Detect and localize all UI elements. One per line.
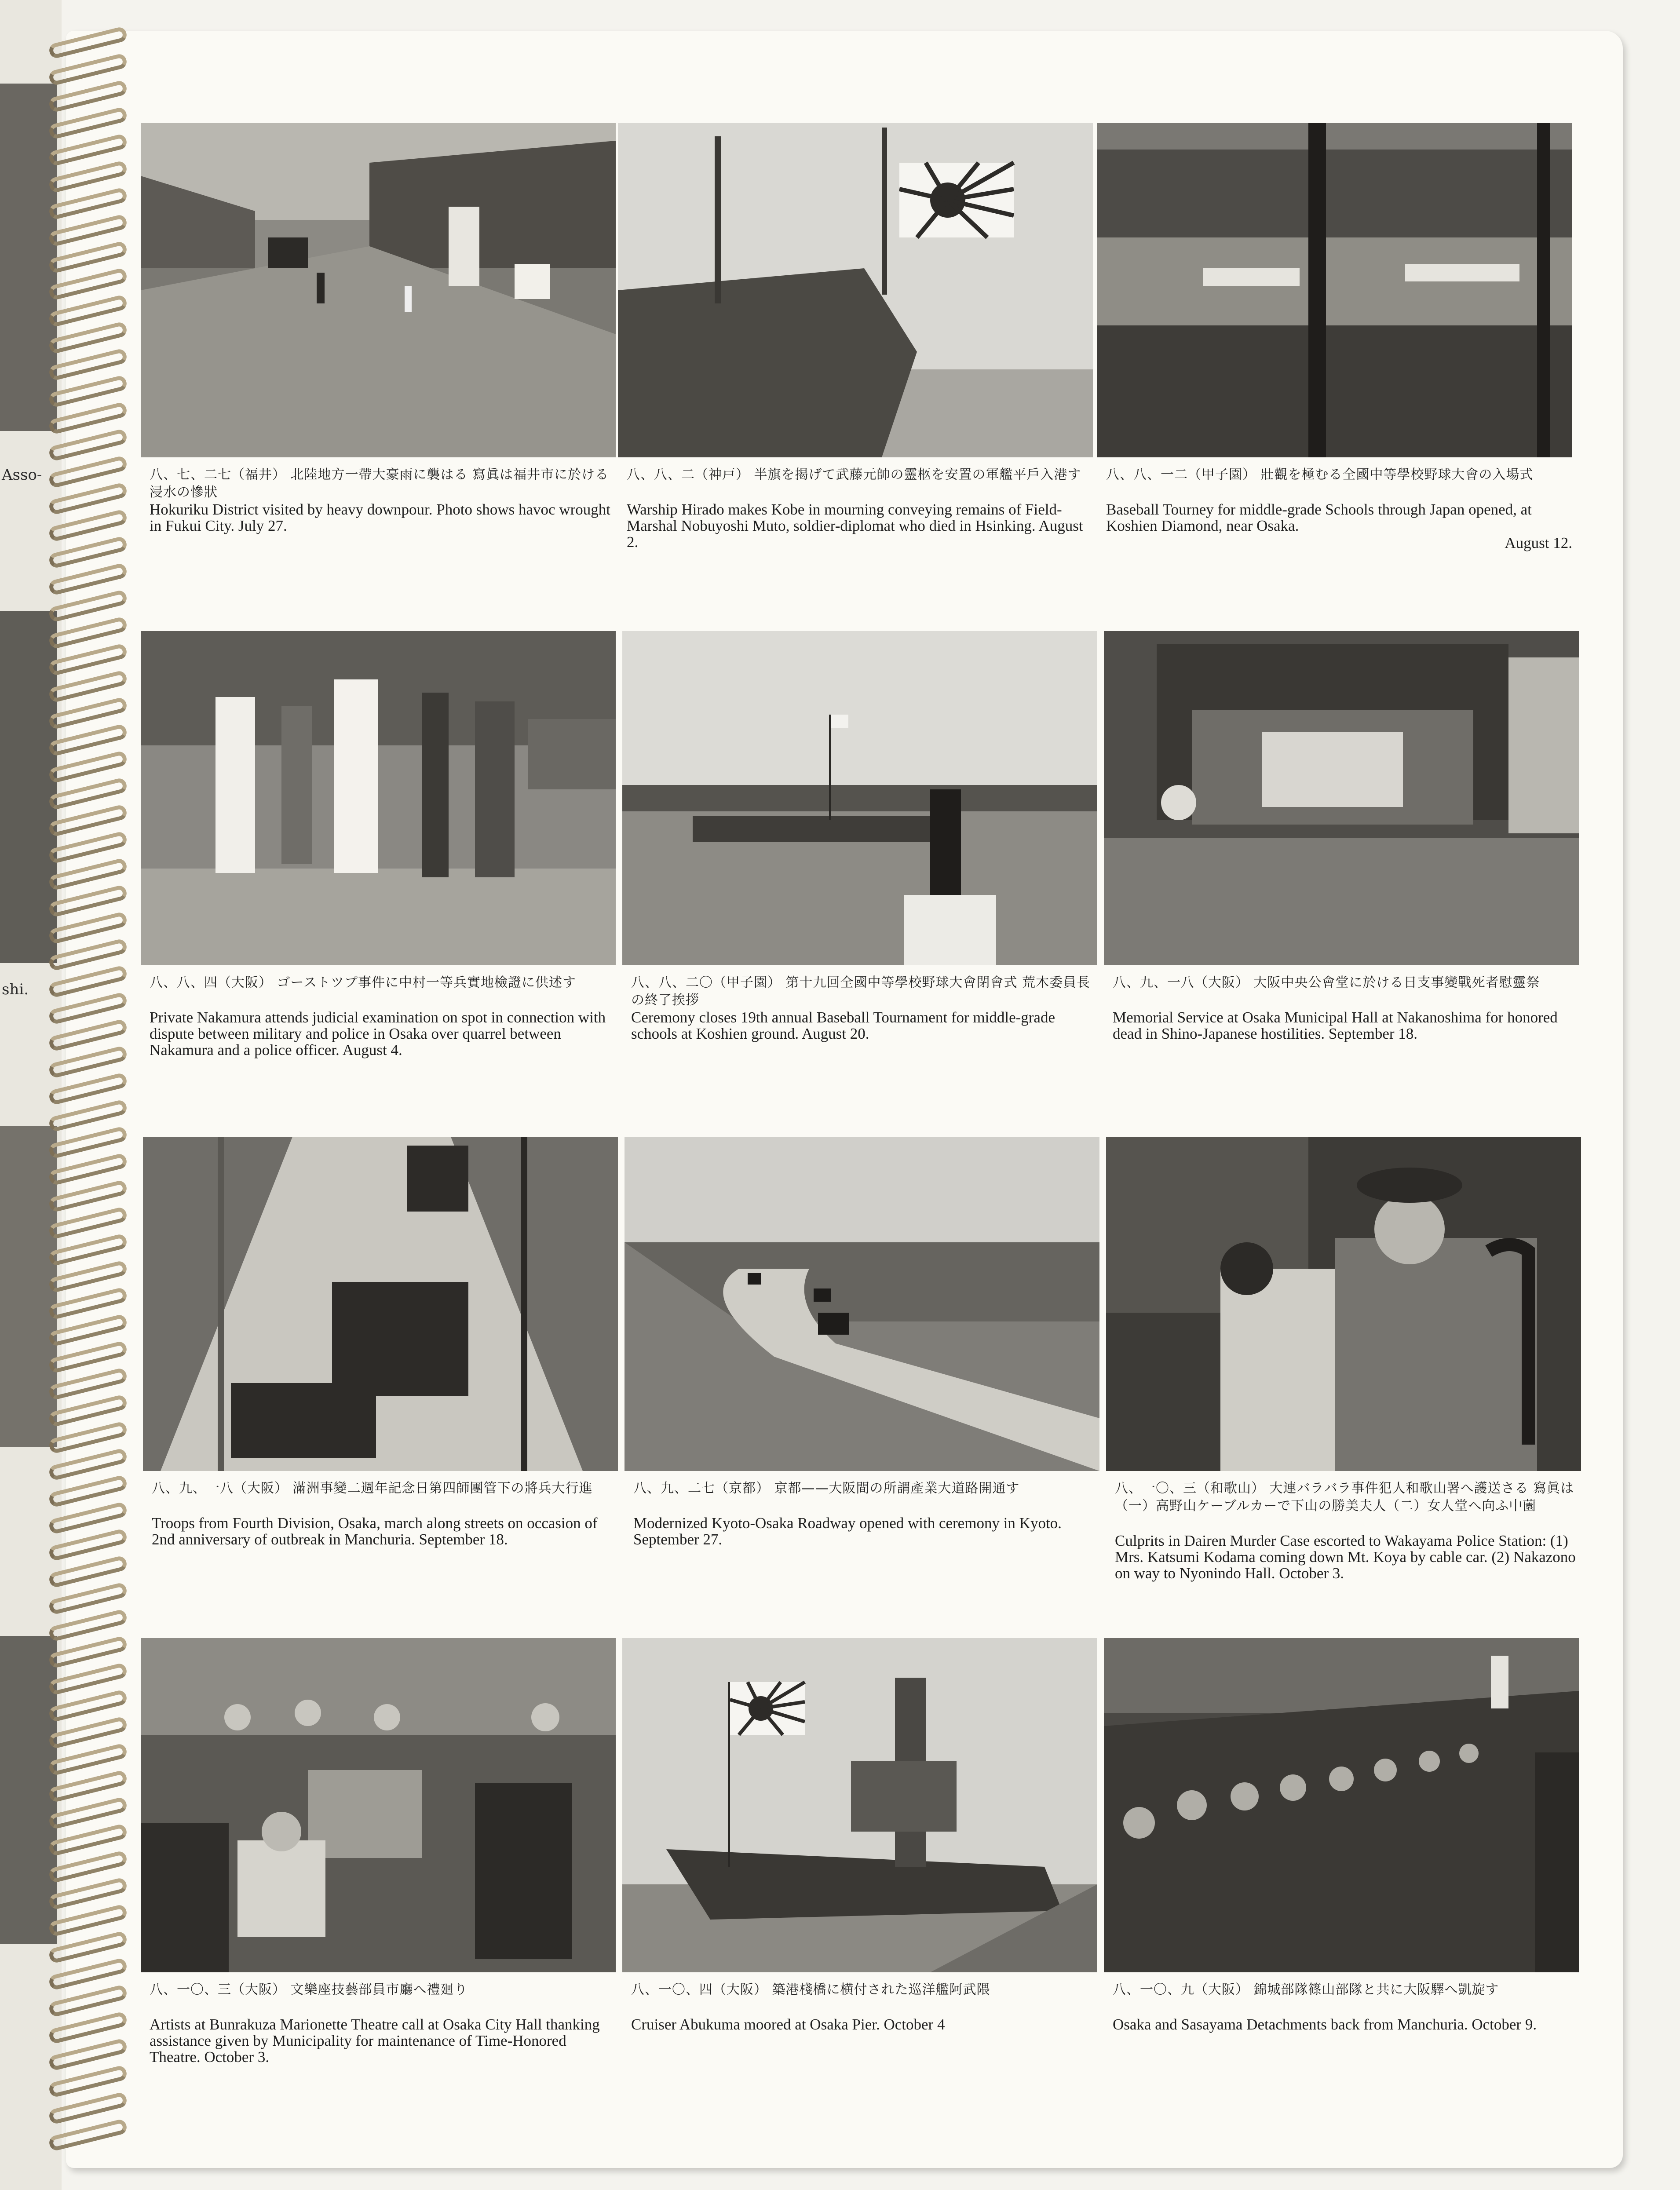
- caption-japanese: 八、一〇、三（和歌山） 大連バラバラ事件犯人和歌山署へ護送さる 寫眞は（一）高野山ケーブルカーで下山の勝美夫人（二）女人堂へ向ふ中薗: [1115, 1481, 1574, 1514]
- caption-english: Warship Hirado makes Kobe in mourning conveying remains of Field-Marshal Nobuyoshi Muto, soldier-diplomat who died in Hsinking. August 2.: [627, 501, 1083, 551]
- photo-closing-ceremony: [622, 631, 1097, 965]
- caption-japanese: 八、一〇、九（大阪） 錦城部隊篠山部隊と共に大阪驛へ凱旋す: [1113, 1982, 1499, 1997]
- photo-baseball-stadium: [1097, 123, 1572, 457]
- caption-japanese: 八、九、一八（大阪） 滿洲事變二週年記念日第四師團管下の將兵大行進: [152, 1481, 593, 1496]
- caption-japanese: 八、九、一八（大阪） 大阪中央公會堂に於ける日支事變戰死者慰靈祭: [1113, 975, 1540, 990]
- caption-english: Cruiser Abukuma moored at Osaka Pier. October 4: [631, 2016, 945, 2033]
- spiral-binding: [48, 26, 136, 2164]
- caption-english: Culprits in Dairen Murder Case escorted to Wakayama Police Station: (1) Mrs. Katsumi Kodama coming down Mt. Koya by cable car. (2) Nakazono on way to Nyonindo Hall. October 3.: [1115, 1532, 1576, 1582]
- caption-japanese: 八、八、四（大阪） ゴーストツプ事件に中村一等兵實地檢證に供述す: [150, 975, 577, 990]
- photo-flooded-street: [141, 123, 616, 457]
- caption-english: Osaka and Sasayama Detachments back from Manchuria. October 9.: [1113, 2016, 1537, 2033]
- photo-officials-on-street: [141, 631, 616, 965]
- caption-japanese: 八、七、二七（福井） 北陸地方一帶大豪雨に襲はる 寫眞は福井市に於ける浸水の慘狀: [150, 467, 609, 500]
- prev-page-caption: Asso-: [2, 466, 42, 484]
- photo-memorial-hall: [1104, 631, 1579, 965]
- photo-warship-with-flag: [618, 123, 1093, 457]
- caption-english: Baseball Tourney for middle-grade Schools through Japan opened, at Koshien Diamond, near Osaka.: [1106, 501, 1532, 534]
- photo-cruiser-at-pier: [622, 1638, 1097, 1972]
- caption-japanese: 八、九、二七（京都） 京都——大阪間の所謂產業大道路開通す: [633, 1481, 1020, 1496]
- photo-marching-troops: [143, 1137, 618, 1471]
- caption-english: Hokuriku District visited by heavy downpour. Photo shows havoc wrought in Fukui City. July 27.: [150, 501, 610, 534]
- caption-english: Artists at Bunrakuza Marionette Theatre call at Osaka City Hall thanking assistance given by Municipality for maintenance of Time-Honored Theatre. October 3.: [150, 2016, 600, 2066]
- caption-english: Memorial Service at Osaka Municipal Hall at Nakanoshima for honored dead in Shino-Japanese hostilities. September 18.: [1113, 1009, 1558, 1042]
- photo-culprits-on-cable-car: [1106, 1137, 1581, 1471]
- prev-page-caption: shi.: [2, 981, 29, 998]
- caption-japanese: 八、一〇、四（大阪） 築港棧橋に横付された巡洋艦阿武隈: [631, 1982, 990, 1997]
- caption-english: Private Nakamura attends judicial examination on spot in connection with dispute between military and police in Osaka over quarrel between Nakamura and a police officer. August 4.: [150, 1009, 606, 1058]
- caption-date: August 12.: [1505, 534, 1572, 551]
- photo-new-roadway: [625, 1137, 1099, 1471]
- caption-japanese: 八、八、一二（甲子園） 壯觀を極むる全國中等學校野球大會の入場式: [1106, 467, 1534, 482]
- caption-japanese: 八、八、二〇（甲子園） 第十九回全國中等學校野球大會閉會式 荒木委員長の終了挨拶: [631, 975, 1091, 1008]
- photo-artists-at-city-hall: [141, 1638, 616, 1972]
- binding-ring: [48, 2118, 128, 2152]
- caption-japanese: 八、一〇、三（大阪） 文樂座技藝部員市廳へ禮廻り: [150, 1982, 468, 1997]
- caption-english: Ceremony closes 19th annual Baseball Tournament for middle-grade schools at Koshien ground. August 20.: [631, 1009, 1055, 1042]
- caption-japanese: 八、八、二（神戸） 半旗を揭げて武藤元帥の靈柩を安置の軍艦平戶入港す: [627, 467, 1081, 482]
- caption-english: Modernized Kyoto-Osaka Roadway opened with ceremony in Kyoto. September 27.: [633, 1515, 1062, 1548]
- album-page: [66, 31, 1623, 2168]
- photo-returning-soldiers: [1104, 1638, 1579, 1972]
- caption-english: Troops from Fourth Division, Osaka, march along streets on occasion of 2nd anniversary of outbreak in Manchuria. September 18.: [152, 1515, 598, 1548]
